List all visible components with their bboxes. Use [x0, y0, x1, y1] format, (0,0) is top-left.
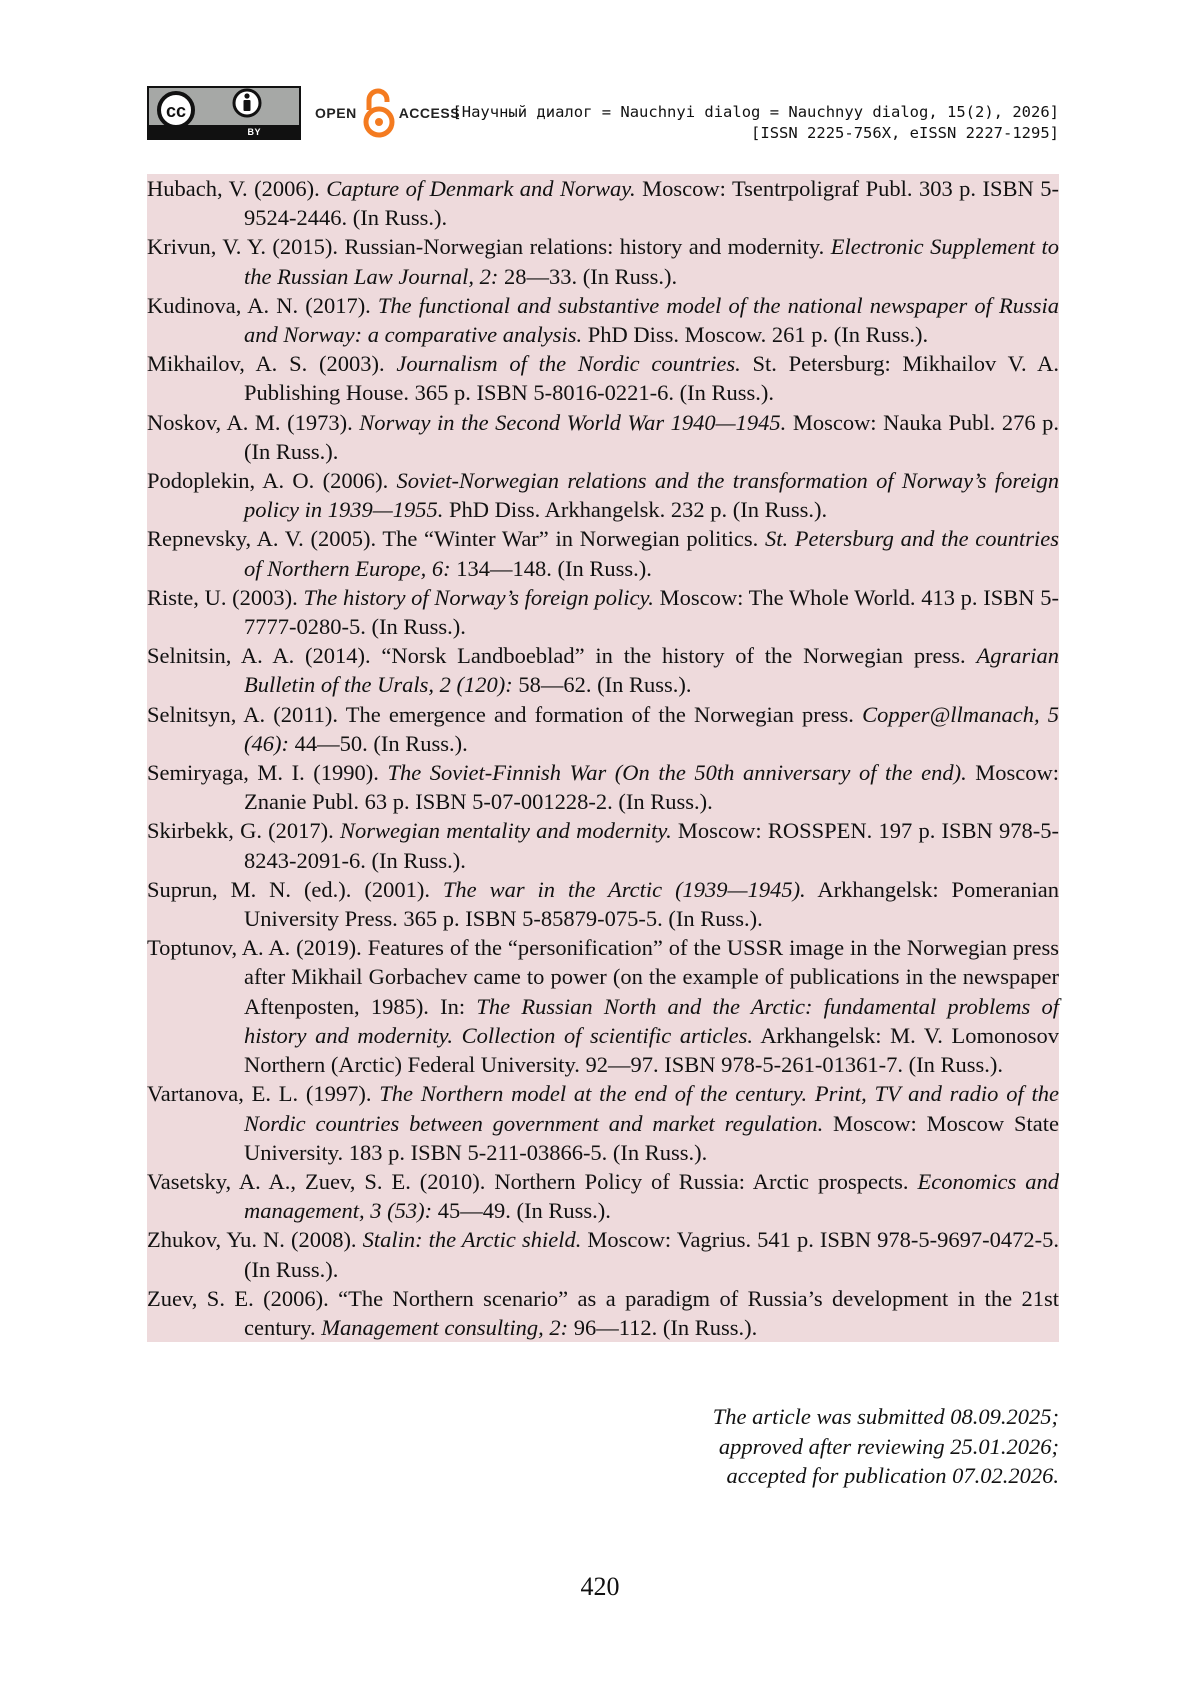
reference-text: Krivun, V. Y. (2015). Russian-Norwegian relations: history and modernity. [147, 234, 831, 260]
reference-item [147, 1284, 1059, 1342]
reference-italic: St. Petersburg and the countries of Northern Europe, 6: [244, 526, 1059, 581]
reference-italic: Journalism of the Nordic countries. [396, 351, 741, 377]
reference-tail: 45—49. (In Russ.). [432, 1198, 611, 1224]
reference-item [147, 758, 1059, 816]
reference-tail: Moscow: Tsentrpoligraf Publ. 303 p. ISBN 5-9524-2446. (In Russ.). [244, 176, 1060, 231]
reference-tail: Arkhangelsk: Pomeranian University Press. 365 p. ISBN 5-85879-075-5. (In Russ.). [244, 876, 1060, 932]
journal-line: [Научный диалог = Nauchnyi dialog = Nauchnyy dialog, 15(2), 2026] [452, 103, 1059, 121]
reference-text: Zuev, S. E. (2006). “The Northern scenario” as a paradigm of Russia’s development in the 21st century. [147, 1285, 1059, 1340]
reference-italic: Agrarian Bulletin of the Urals, 2 (120): [244, 643, 1059, 698]
reference-item [147, 174, 1059, 232]
reference-text: Semiryaga, M. I. (1990). [147, 760, 388, 786]
reference-item [147, 349, 1059, 407]
reference-text: Vartanova, E. L. (1997). [147, 1081, 380, 1107]
reference-italic: Electronic Supplement to the Russian Law Journal, 2: [244, 234, 1059, 289]
submitted-date: The article was submitted 08.09.2025; [712, 1404, 1059, 1429]
reference-text: Vasetsky, A. A., Zuev, S. E. (2010). Northern Policy of Russia: Arctic prospects. [147, 1168, 918, 1194]
issn-line: [ISSN 2225-756X, eISSN 2227-1295] [751, 124, 1059, 142]
reference-tail: Moscow: Moscow State University. 183 p. ISBN 5-211-03866-5. (In Russ.). [244, 1110, 1059, 1165]
reference-tail: 134—148. (In Russ.). [450, 555, 652, 581]
reference-item [147, 1079, 1059, 1167]
reference-item [147, 232, 1059, 290]
submission-dates [713, 1402, 1059, 1491]
page-header [147, 86, 1059, 146]
journal-citation [452, 102, 1059, 144]
reference-text: Podoplekin, A. O. (2006). [147, 468, 397, 494]
reference-tail: 96—112. (In Russ.). [568, 1314, 758, 1340]
approved-date: approved after reviewing 25.01.2026; [718, 1433, 1059, 1459]
reference-text: Selnitsin, A. A. (2014). “Norsk Landboeblad” in the history of the Norwegian press. [147, 643, 977, 669]
reference-item [147, 816, 1059, 874]
reference-italic: Norwegian mentality and modernity. [339, 818, 672, 844]
reference-italic: The Northern model at the end of the century. Print, TV and radio of the Nordic countries between government and market regulation. [244, 1081, 1059, 1136]
reference-tail: 44—50. (In Russ.). [288, 730, 468, 756]
open-access-left-word: OPEN [315, 105, 357, 121]
reference-italic: Management consulting, 2: [321, 1314, 569, 1340]
reference-tail: PhD Diss. Moscow. 261 p. (In Russ.). [582, 322, 929, 348]
reference-tail: 58—62. (In Russ.). [512, 672, 692, 698]
reference-tail: Moscow: Nauka Publ. 276 p. (In Russ.). [244, 409, 1059, 464]
reference-italic: The functional and substantive model of the national newspaper of Russia and Norway: a comparative analysis. [244, 292, 1059, 348]
reference-tail: Arkhangelsk: M. V. Lomonosov Northern (Arctic) Federal University. 92—97. ISBN 978-5-261-01361-7. (In Russ.). [244, 1022, 1059, 1078]
reference-tail: Moscow: Znanie Publ. 63 p. ISBN 5-07-001228-2. (In Russ.). [244, 760, 1060, 815]
reference-italic: Capture of Denmark and Norway. [326, 176, 636, 201]
reference-item [147, 524, 1059, 582]
cc-by-license-badge[interactable] [147, 86, 301, 140]
reference-text: Zhukov, Yu. N. (2008). [147, 1227, 363, 1253]
reference-text: Hubach, V. (2006). [147, 176, 327, 201]
reference-tail: Moscow: Vagrius. 541 p. ISBN 978-5-9697-0472-5. (In Russ.). [244, 1227, 1060, 1282]
reference-italic: Norway in the Second World War 1940—1945. [359, 409, 787, 435]
reference-list [147, 174, 1059, 1342]
reference-text: Toptunov, A. A. (2019). Features of the “personification” of the USSR image in the Norwegian press after Mikhail Gorbachev came to power (on the example of publications in the newspaper Aftenposten, 1985). In: [147, 935, 1059, 1019]
reference-italic: The history of Norway’s foreign policy. [303, 584, 654, 610]
license-badge-label: BY [247, 126, 261, 137]
open-lock-icon [361, 86, 397, 140]
reference-italic: The Russian North and the Arctic: fundamental problems of history and modernity. Collection of scientific articles. [244, 993, 1060, 1048]
reference-text: Kudinova, A. N. (2017). [147, 292, 378, 318]
reference-italic: The Soviet-Finnish War (On the 50th anniversary of the end). [387, 760, 967, 786]
reference-item [147, 875, 1059, 933]
reference-text: Selnitsyn, A. (2011). The emergence and formation of the Norwegian press. [147, 701, 863, 727]
reference-text: Suprun, M. N. (ed.). (2001). [147, 876, 443, 902]
reference-item [147, 583, 1059, 641]
reference-text: Mikhailov, A. S. (2003). [147, 351, 397, 377]
reference-text: Skirbekk, G. (2017). [147, 818, 340, 844]
page-number: 420 [580, 1572, 620, 1601]
reference-item [147, 408, 1059, 466]
reference-tail: Moscow: The Whole World. 413 p. ISBN 5-7777-0280-5. (In Russ.). [244, 584, 1059, 640]
open-access-logo [315, 86, 460, 140]
reference-item [147, 1167, 1059, 1225]
reference-tail: PhD Diss. Arkhangelsk. 232 p. (In Russ.). [443, 497, 828, 523]
reference-italic: The war in the Arctic (1939—1945). [442, 876, 806, 902]
reference-italic: Stalin: the Arctic shield. [362, 1227, 582, 1253]
reference-italic: Economics and management, 3 (53): [244, 1168, 1059, 1224]
cc-by-icon [149, 88, 299, 126]
reference-item [147, 291, 1059, 349]
reference-item [147, 933, 1059, 1079]
reference-text: Riste, U. (2003). [147, 584, 304, 610]
reference-italic: Copper@llmanach, 5 (46): [244, 701, 1059, 756]
reference-item [147, 700, 1059, 758]
reference-text: Repnevsky, A. V. (2005). The “Winter War” in Norwegian politics. [147, 526, 765, 552]
reference-item [147, 466, 1059, 524]
reference-tail: St. Petersburg: Mikhailov V. A. Publishing House. 365 p. ISBN 5-8016-0221-6. (In Russ.). [244, 351, 1059, 406]
reference-item [147, 641, 1059, 699]
reference-text: Noskov, A. M. (1973). [147, 409, 360, 435]
reference-tail: 28—33. (In Russ.). [498, 263, 678, 289]
reference-italic: Soviet-Norwegian relations and the transformation of Norway’s foreign policy in 1939—1955. [244, 468, 1059, 523]
reference-tail: Moscow: ROSSPEN. 197 p. ISBN 978-5-8243-2091-6. (In Russ.). [244, 818, 1059, 873]
open-access-right-word: ACCESS [398, 105, 461, 121]
svg-text:cc: cc [165, 101, 187, 121]
reference-item [147, 1225, 1059, 1283]
accepted-date: accepted for publication 07.02.2026. [726, 1463, 1059, 1488]
